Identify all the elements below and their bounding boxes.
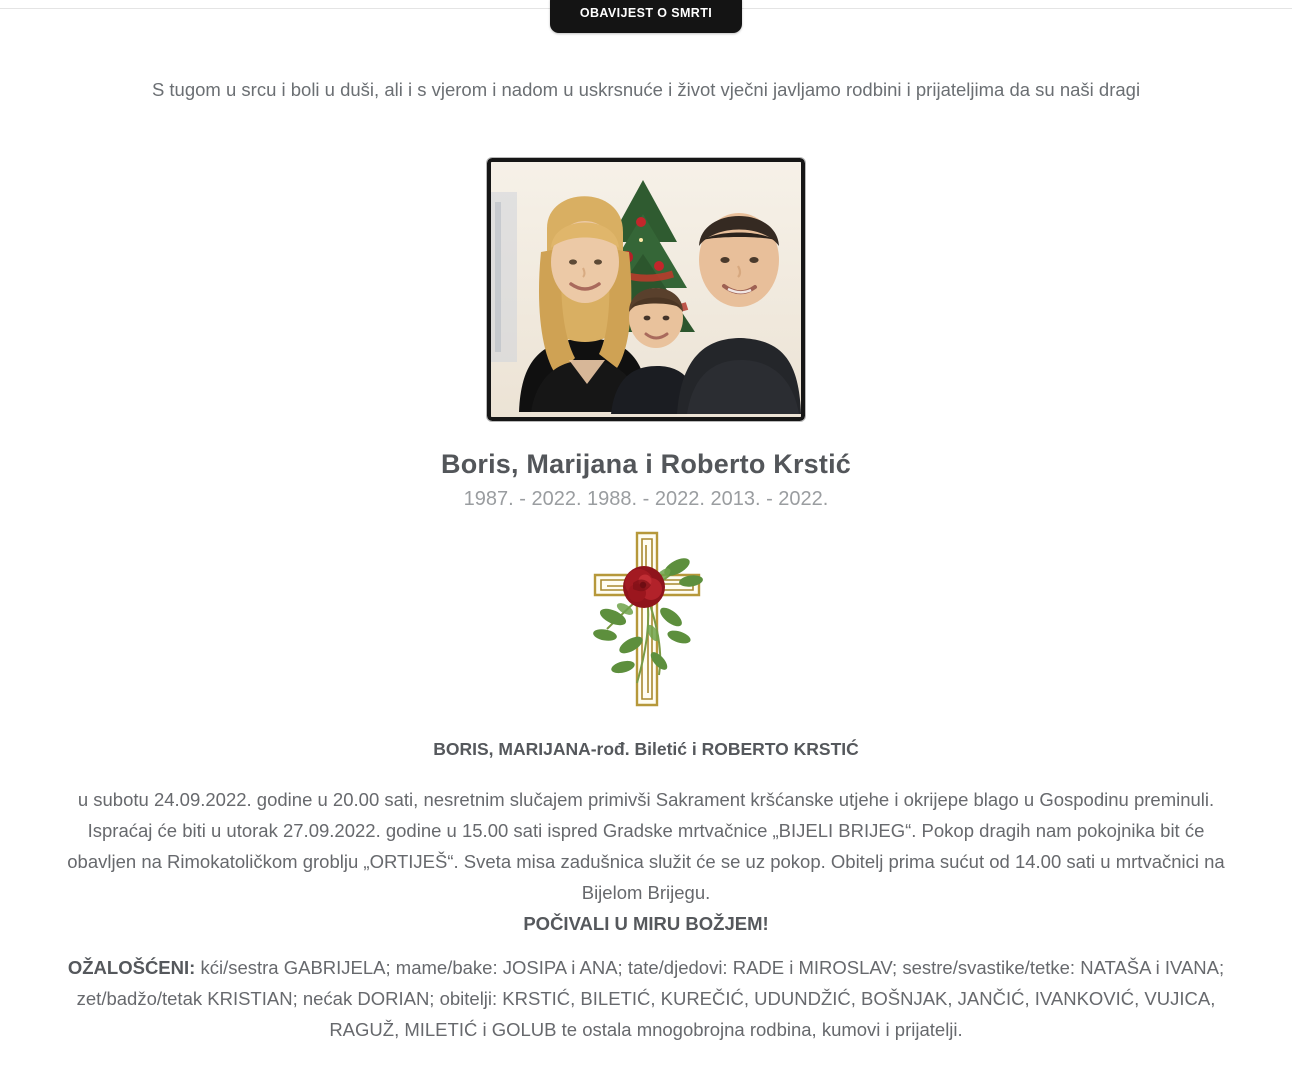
mourners-text: kći/sestra GABRIJELA; mame/bake: JOSIPA i ANA; tate/djedovi: RADE i MIROSLAV; sestre/svastike/tetke: NATAŠA i IVANA; zet/badžo/tetak KRISTIAN; nećak DORIAN; obitelji: KRSTIĆ, BILETIĆ, KUREČIĆ, UDUNDŽIĆ, BOŠNJAK, JANČIĆ, IVANKOVIĆ, VUJICA, RAGUŽ, MILETIĆ i GOLUB te ostala mnogobrojna rodbina, kumovi i prijatelji.: [76, 957, 1225, 1040]
badge-row: [0, 0, 1292, 34]
deceased-dates: 1987. - 2022. 1988. - 2022. 2013. - 2022.: [463, 488, 829, 510]
deceased-names-title: Boris, Marijana i Roberto Krstić: [441, 449, 851, 479]
death-notice-badge[interactable]: OBAVIJEST O SMRTI: [550, 0, 742, 33]
family-photo-illustration: [491, 162, 801, 417]
rose: [623, 566, 665, 608]
cross-wrap: [56, 525, 1236, 713]
family-photo: [487, 158, 805, 421]
rest-in-peace-text: POČIVALI U MIRU BOŽJEM!: [523, 913, 769, 934]
intro-text: S tugom u srcu i boli u duši, ali i s vjerom i nadom u uskrsnuće i život vječni javljamo rodbini i prijateljima da su naši dragi: [151, 79, 1141, 100]
mourners-paragraph: [59, 952, 1234, 1045]
deceased-full-names: BORIS, MARIJANA-rođ. Biletić i ROBERTO KRSTIĆ: [433, 739, 859, 759]
cross-rose-icon: [567, 525, 725, 713]
mourners-label: OŽALOŠĆENI:: [67, 957, 196, 978]
announcement-text: u subotu 24.09.2022. godine u 20.00 sati, nesretnim slučajem primivši Sakrament kršćanske utjehe i okrijepe blago u Gospodinu preminuli. Ispraćaj će biti u utorak 27.09.2022. godine u 15.00 sati ispred Gradske mrtvačnice „BIJELI BRIJEG“. Pokop dragih nam pokojnika bit će obavljen na Rimokatoličkom groblju „ORTIJEŠ“. Sveta misa zadušnica služit će se uz pokop. Obitelj prima sućut od 14.00 sati u mrtvačnici na Bijelom Brijegu.: [67, 789, 1225, 903]
obituary-content: [56, 75, 1236, 1045]
photo-wrap: [56, 158, 1236, 421]
